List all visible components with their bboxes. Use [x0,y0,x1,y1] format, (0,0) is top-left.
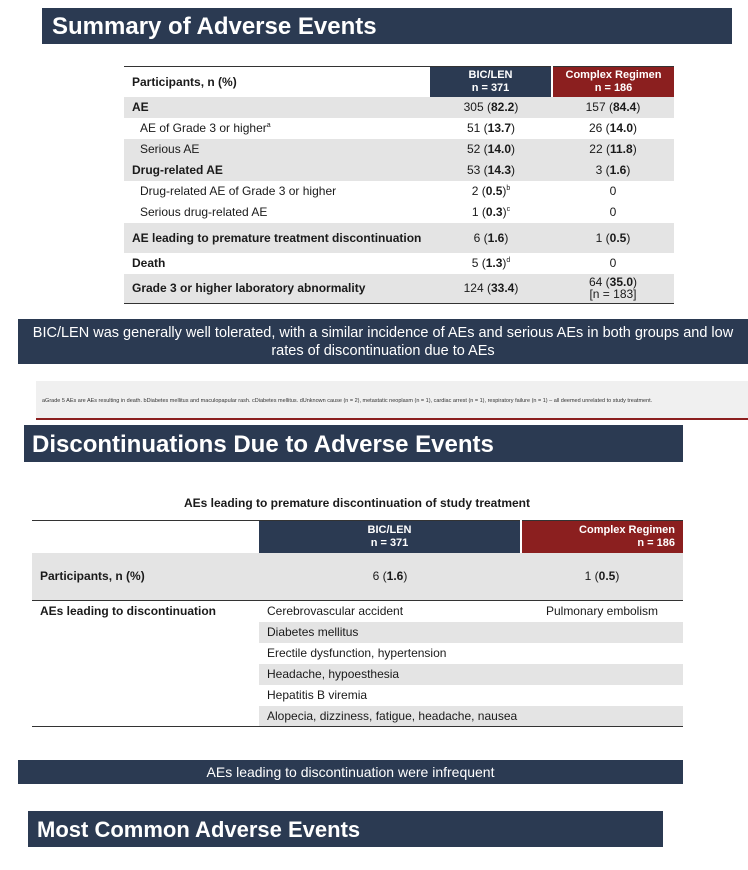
row-label: AE of Grade 3 or higher$^a$ [140,121,271,135]
footnote-text: aGrade 5 AEs are AEs resulting in death. bDiabetes mellitus and maculopapular rash. cDiabetes mellitus. dUnknown cause (n = 2), metastatic neoplasm (n = 1), cardiac arrest (n = 1), respiratory failure (n = 1) – all deemed unrelated to study treatment. [42,398,653,404]
row-label: Serious AE [124,139,430,160]
table-row [124,202,674,223]
column-header-bic-len [259,521,521,553]
table-row [124,274,674,304]
section-title-discontinuations: Discontinuations Due to Adverse Events [24,425,683,462]
row-label: AE leading to premature treatment discontinuation [124,223,430,253]
empty-cell [32,622,259,643]
complex-regimen-name: Complex Regimen [579,523,675,536]
complex-regimen-event [521,643,683,664]
section-title-most-common: Most Common Adverse Events [28,811,663,847]
table-row [124,223,674,253]
table-row [32,664,683,685]
table-row [32,601,683,622]
complex-regimen-value: 22 (11.8) [552,139,674,160]
bic-len-event: Cerebrovascular accident [267,604,404,619]
complex-regimen-value: 26 (14.0) [588,121,638,135]
ae-discontinuation-label: AEs leading to discontinuation [40,604,217,619]
empty-cell [32,664,259,685]
discontinuation-table-subtitle: AEs leading to premature discontinuation of study treatment [183,496,531,510]
empty-cell [32,706,259,727]
row-label: Serious drug-related AE [140,205,268,219]
complex-regimen-event [521,706,683,727]
column-header-bic-len [430,67,552,97]
complex-regimen-n: n = 186 [594,81,633,94]
bic-len-event: Hepatitis B viremia [267,688,368,702]
complex-regimen-value: 0 [609,205,617,219]
bic-len-event: Headache, hypoesthesia [259,664,521,685]
column-header-participants: Participants, n (%) [124,67,430,97]
discontinuation-banner: AEs leading to discontinuation were infrequent [18,760,683,784]
bic-len-event: Erectile dysfunction, hypertension [267,646,447,660]
table-row [32,622,683,643]
table-row [32,685,683,706]
bic-len-value: 2 $(0.5)^b$ [471,184,511,198]
complex-regimen-value: 157 (84.4) [552,97,674,118]
bic-len-n: n = 371 [370,536,409,549]
row-label: Death [132,256,166,270]
column-header-empty [32,521,259,553]
row-label: Grade 3 or higher laboratory abnormality [124,274,430,304]
bic-len-name: BIC/LEN [468,68,513,81]
row-label: Drug-related AE [124,160,430,181]
empty-cell [32,685,259,706]
bic-len-value: 52 (14.0) [430,139,552,160]
table-row [124,253,674,274]
complex-regimen-value: 64 (35.0) [n = 183] [552,274,674,304]
complex-regimen-event [521,622,683,643]
complex-regimen-name: Complex Regimen [565,68,662,81]
table-row [32,706,683,727]
bic-len-n: n = 371 [471,81,510,94]
bic-len-value: 1 $(0.3)^c$ [471,205,511,219]
table-row [124,118,674,139]
bic-len-event: Alopecia, dizziness, fatigue, headache, nausea [259,706,521,727]
participants-bic-len-value: 6 (1.6) [259,553,521,601]
table-row [124,160,674,181]
complex-regimen-event [521,685,683,706]
footnote [36,381,748,420]
discontinuation-table [32,520,683,727]
complex-regimen-n: n = 186 [637,536,675,549]
column-header-complex-regimen [521,521,683,553]
bic-len-value: 53 (14.3) [430,160,552,181]
complex-regimen-value: 0 [609,256,617,270]
column-header-complex-regimen [552,67,674,97]
table-row [32,553,683,601]
participants-label: Participants, n (%) [32,553,259,601]
complex-regimen-value: 0 [609,184,617,198]
row-label: Drug-related AE of Grade 3 or higher [140,184,337,198]
table-row [32,643,683,664]
table-row [124,139,674,160]
section-title-summary: Summary of Adverse Events [42,8,732,44]
complex-regimen-event [521,664,683,685]
complex-regimen-value: 1 (0.5) [552,223,674,253]
bic-len-value: 305 (82.2) [430,97,552,118]
bic-len-value: 124 (33.4) [430,274,552,304]
table-row [124,181,674,202]
bic-len-event: Diabetes mellitus [259,622,521,643]
empty-cell [32,643,259,664]
bic-len-value: 51 (13.7) [466,121,516,135]
table-row [124,97,674,118]
participants-complex-regimen-value: 1 (0.5) [521,553,683,601]
complex-regimen-value: 3 (1.6) [552,160,674,181]
summary-ae-table [124,66,674,304]
bic-len-name: BIC/LEN [367,523,412,536]
complex-regimen-event: Pulmonary embolism [545,604,659,619]
row-label: AE [124,97,430,118]
bic-len-value: 6 (1.6) [430,223,552,253]
summary-banner: BIC/LEN was generally well tolerated, with a similar incidence of AEs and serious AEs in both groups and low rates of discontinuation due to AEs [18,319,748,364]
bic-len-value: 5 $(1.3)^d$ [471,256,511,270]
